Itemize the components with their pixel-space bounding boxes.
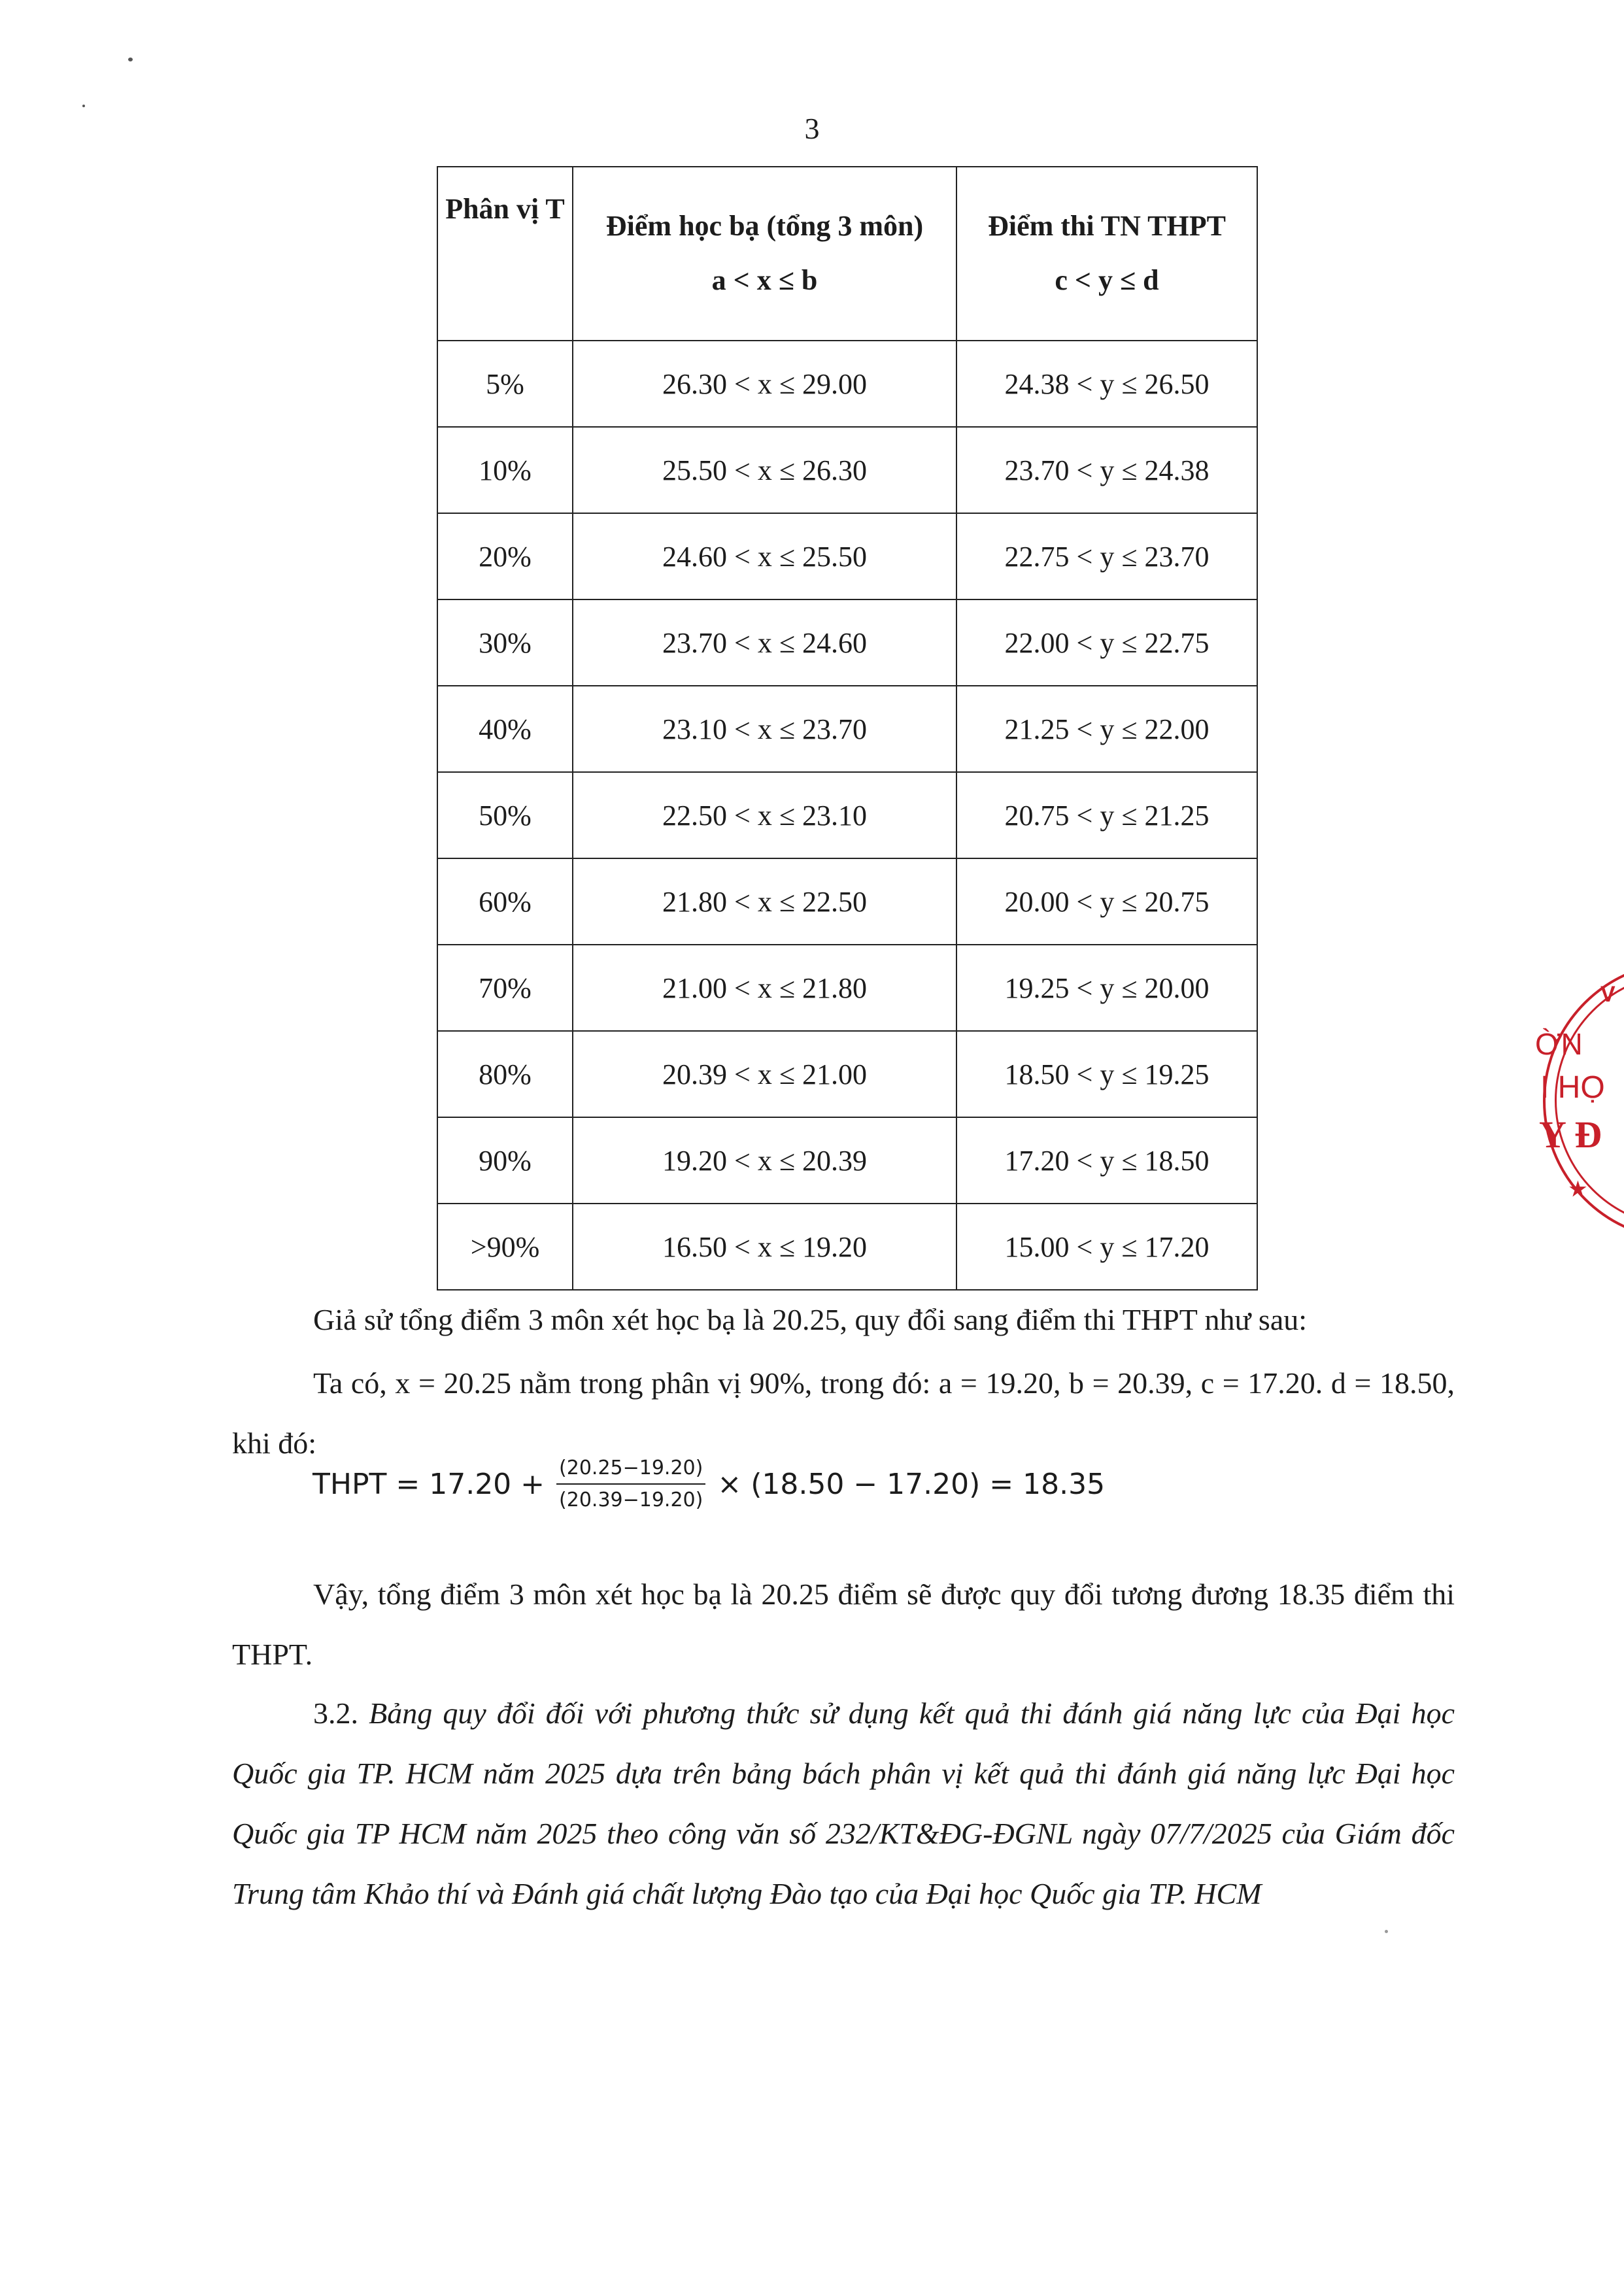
percentile-cell: 5%	[437, 341, 573, 427]
percentile-cell: 80%	[437, 1031, 573, 1117]
conversion-formula	[313, 1457, 1105, 1511]
exam-range-cell: 15.00 < y ≤ 17.20	[956, 1204, 1257, 1290]
table-row	[437, 427, 1257, 513]
transcript-range-cell: 23.70 < x ≤ 24.60	[573, 599, 956, 686]
header-exam-range: c < y ≤ d	[1055, 264, 1159, 296]
exam-range-cell: 20.75 < y ≤ 21.25	[956, 772, 1257, 858]
exam-range-cell: 24.38 < y ≤ 26.50	[956, 341, 1257, 427]
transcript-range-cell: 21.00 < x ≤ 21.80	[573, 945, 956, 1031]
section-paragraph	[232, 1683, 1455, 1924]
percentile-cell: 40%	[437, 686, 573, 772]
stamp-star-icon: ★	[1569, 1179, 1587, 1200]
header-transcript-score	[573, 167, 956, 341]
exam-range-cell: 17.20 < y ≤ 18.50	[956, 1117, 1257, 1204]
percentile-cell: 10%	[437, 427, 573, 513]
percentile-cell: >90%	[437, 1204, 573, 1290]
transcript-range-cell: 24.60 < x ≤ 25.50	[573, 513, 956, 599]
transcript-range-cell: 26.30 < x ≤ 29.00	[573, 341, 956, 427]
header-percentile-label: Phân vị T	[445, 193, 565, 225]
page-number: 3	[804, 112, 820, 145]
table-row	[437, 513, 1257, 599]
stamp-line-1: V	[1600, 982, 1616, 1007]
header-exam-score	[956, 167, 1257, 341]
exam-range-cell: 21.25 < y ≤ 22.00	[956, 686, 1257, 772]
table-row	[437, 772, 1257, 858]
formula-rhs: × (18.50 − 17.20) = 18.35	[717, 1467, 1106, 1501]
percentile-cell: 30%	[437, 599, 573, 686]
table-row	[437, 945, 1257, 1031]
exam-range-cell: 23.70 < y ≤ 24.38	[956, 427, 1257, 513]
exam-range-cell: 19.25 < y ≤ 20.00	[956, 945, 1257, 1031]
percentile-cell: 50%	[437, 772, 573, 858]
transcript-range-cell: 16.50 < x ≤ 19.20	[573, 1204, 956, 1290]
table-row	[437, 341, 1257, 427]
scan-speck	[128, 58, 133, 61]
table-row	[437, 1031, 1257, 1117]
conclusion-paragraph: Vậy, tổng điểm 3 môn xét học bạ là 20.25 điểm sẽ được quy đổi tương đương 18.35 điểm thi THPT.	[232, 1577, 1455, 1671]
transcript-range-cell: 21.80 < x ≤ 22.50	[573, 858, 956, 945]
table-row	[437, 1204, 1257, 1290]
table-header-row	[437, 167, 1257, 341]
scan-speck	[82, 105, 85, 107]
transcript-range-cell: 20.39 < x ≤ 21.00	[573, 1031, 956, 1117]
percentile-cell: 70%	[437, 945, 573, 1031]
exam-range-cell: 22.00 < y ≤ 22.75	[956, 599, 1257, 686]
table-row	[437, 599, 1257, 686]
table-row	[437, 686, 1257, 772]
section-number: 3.2.	[313, 1696, 358, 1730]
header-percentile	[437, 167, 573, 341]
stamp-line-3: I HỌ	[1540, 1070, 1605, 1105]
percentile-cell: 20%	[437, 513, 573, 599]
scan-speck	[1385, 1930, 1388, 1933]
formula-lhs: THPT = 17.20 +	[313, 1467, 545, 1501]
stamp-line-2: ỜN	[1535, 1027, 1583, 1061]
percentile-cell: 90%	[437, 1117, 573, 1204]
table-row	[437, 1117, 1257, 1204]
header-exam-label: Điểm thi TN THPT	[988, 210, 1226, 243]
assumption-paragraph: Giả sử tổng điểm 3 môn xét học bạ là 20.25, quy đổi sang điểm thi THPT như sau:	[313, 1303, 1308, 1336]
percentile-cell: 60%	[437, 858, 573, 945]
transcript-range-cell: 25.50 < x ≤ 26.30	[573, 427, 956, 513]
transcript-range-cell: 22.50 < x ≤ 23.10	[573, 772, 956, 858]
section-heading-text: Bảng quy đổi đối với phương thức sử dụng kết quả thi đánh giá năng lực của Đại học Quốc gia TP. HCM năm 2025 dựa trên bảng bách phân vị kết quả thi đánh giá năng lực Đại học Quốc gia TP HCM năm 2025 theo công văn số 232/KT&ĐG-ĐGNL ngày 07/7/2025 của Giám đốc Trung tâm Khảo thí và Đánh giá chất lượng Đào tạo của Đại học Quốc gia TP. HCM	[232, 1696, 1455, 1910]
header-transcript-label: Điểm học bạ (tổng 3 môn)	[605, 210, 924, 243]
table-row	[437, 858, 1257, 945]
exam-range-cell: 22.75 < y ≤ 23.70	[956, 513, 1257, 599]
stamp-line-4: Y Đ	[1539, 1113, 1602, 1156]
exam-range-cell: 20.00 < y ≤ 20.75	[956, 858, 1257, 945]
formula-fraction	[556, 1457, 705, 1511]
formula-numerator: (20.25−19.20)	[556, 1457, 705, 1485]
header-transcript-range: a < x ≤ b	[711, 264, 818, 296]
given-values-paragraph: Ta có, x = 20.25 nằm trong phân vị 90%, trong đó: a = 19.20, b = 20.39, c = 17.20. d = 18.50, khi đó:	[232, 1366, 1455, 1460]
conversion-table	[437, 166, 1258, 1290]
formula-denominator: (20.39−19.20)	[559, 1489, 703, 1511]
transcript-range-cell: 19.20 < x ≤ 20.39	[573, 1117, 956, 1204]
transcript-range-cell: 23.10 < x ≤ 23.70	[573, 686, 956, 772]
red-seal-stamp	[1530, 948, 1624, 1249]
exam-range-cell: 18.50 < y ≤ 19.25	[956, 1031, 1257, 1117]
